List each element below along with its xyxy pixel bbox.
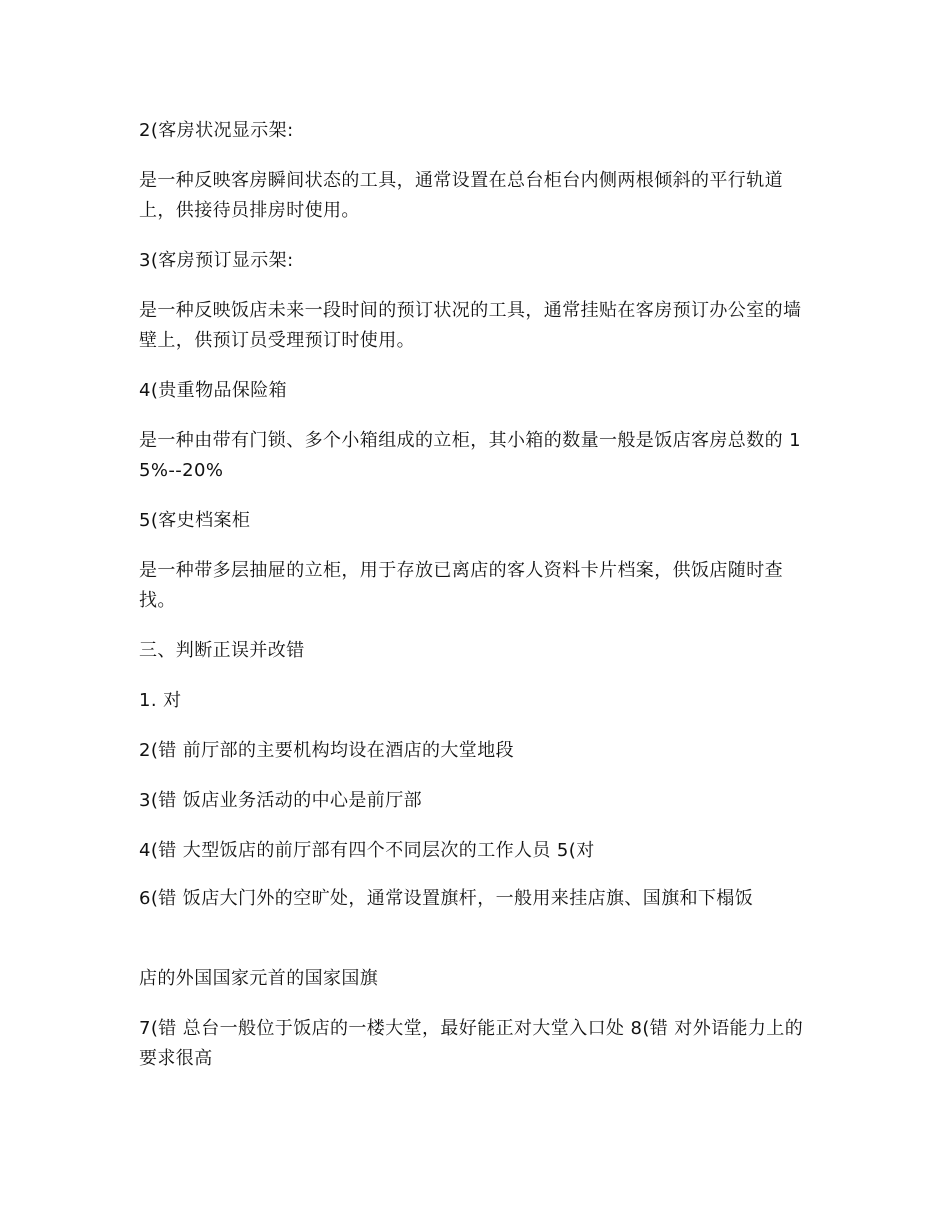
- answer-item-2: 2(错 前厅部的主要机构均设在酒店的大堂地段: [139, 740, 514, 761]
- heading-safe-deposit-box: 4(贵重物品保险箱: [139, 380, 288, 401]
- paragraph-room-status-rack: 是一种反映客房瞬间状态的工具，通常设置在总台柜台内侧两根倾斜的平行轨道上，供接待员排房时使用。: [139, 170, 783, 221]
- answer-item-1: 1. 对: [139, 690, 182, 711]
- paragraph-reservation-rack: 是一种反映饭店未来一段时间的预订状况的工具，通常挂贴在客房预订办公室的墙壁上，供预订员受理预订时使用。: [139, 300, 802, 351]
- heading-reservation-rack: 3(客房预订显示架:: [139, 250, 294, 271]
- section-heading-true-false: 三、判断正误并改错: [139, 640, 305, 661]
- answer-item-6: 6(错 饭店大门外的空旷处，通常设置旗杆，一般用来挂店旗、国旗和下榻饭: [139, 888, 754, 909]
- answer-item-3: 3(错 饭店业务活动的中心是前厅部: [139, 790, 422, 811]
- answer-item-7-8: 7(错 总台一般位于饭店的一楼大堂，最好能正对大堂入口处 8(错 对外语能力上的要求很高: [139, 1018, 804, 1069]
- answer-item-6-continued: 店的外国国家元首的国家国旗: [139, 968, 379, 989]
- answer-item-4-5: 4(错 大型饭店的前厅部有四个不同层次的工作人员 5(对: [139, 840, 595, 861]
- paragraph-guest-history-cabinet: 是一种带多层抽屉的立柜，用于存放已离店的客人资料卡片档案，供饭店随时查找。: [139, 560, 783, 611]
- heading-guest-history-cabinet: 5(客史档案柜: [139, 510, 251, 531]
- heading-room-status-rack: 2(客房状况显示架:: [139, 120, 294, 141]
- paragraph-safe-deposit-box: 是一种由带有门锁、多个小箱组成的立柜，其小箱的数量一般是饭店客房总数的 15%--20%: [139, 430, 801, 481]
